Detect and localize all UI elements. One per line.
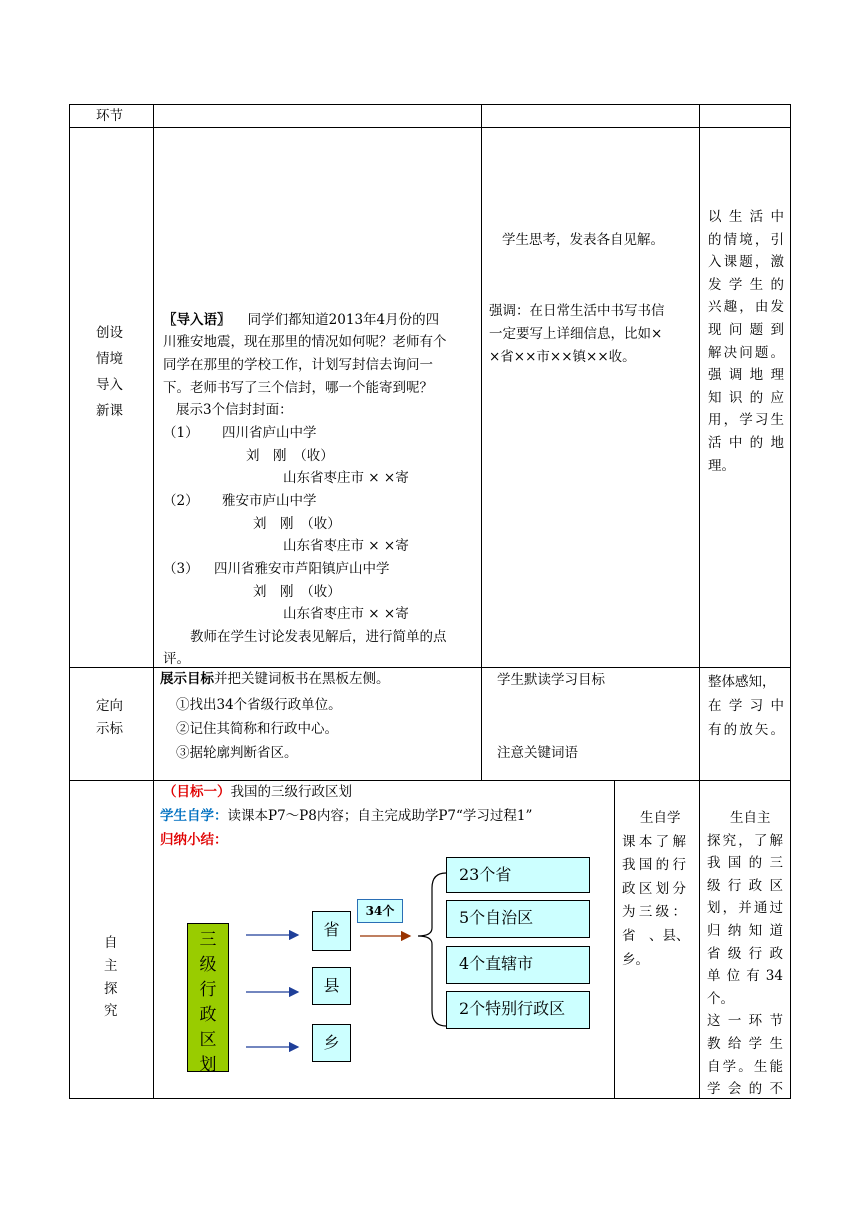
emphasis-line-2: 一定要写上详细信息，比如× xyxy=(489,326,663,342)
intro-text: 同学们都知道2013年4月份的四 xyxy=(247,312,440,328)
envelope-sender: 山东省枣庄市 × ×寄 xyxy=(283,606,409,622)
province-category-box: 2个特别行政区 xyxy=(446,991,590,1029)
column-text-line: 单位有34 xyxy=(707,968,783,985)
self-study-label: 学生自学： xyxy=(160,808,228,824)
column-text-line: 学会的不 xyxy=(707,1081,783,1098)
column-text-line: 自学。生能 xyxy=(707,1058,783,1075)
diagram-char: 行 xyxy=(199,980,217,1000)
intro-line-2: 川雅安地震，现在那里的情况如何呢？老师有个 xyxy=(163,334,447,350)
stage-label-line: 自 xyxy=(104,935,118,951)
column-text-line: 理。 xyxy=(708,457,735,474)
emphasis-line-3: ×省××市××镇××收。 xyxy=(489,349,636,365)
envelope-recipient: 刘 刚 （收） xyxy=(253,584,341,600)
column-text-line: 在学习中 xyxy=(708,698,784,714)
stage-label-line: 新课 xyxy=(96,403,123,419)
goal-item: ②记住其简称和行政中心。 xyxy=(176,721,338,737)
envelope-number: （3） xyxy=(163,561,199,577)
column-text-line: 用，学习生 xyxy=(708,412,784,429)
diagram-char: 区 xyxy=(199,1030,217,1050)
column-text-line: 个。 xyxy=(707,990,734,1007)
stage-label-line: 创设 xyxy=(96,325,123,341)
curly-brace-icon xyxy=(418,873,446,1026)
envelope-address: 四川省庐山中学 xyxy=(222,425,317,441)
goal-item: ③据轮廓判断省区。 xyxy=(176,745,298,761)
envelope-address: 四川省雅安市芦阳镇庐山中学 xyxy=(214,561,390,577)
province-category-box: 5个自治区 xyxy=(446,900,590,938)
envelope-number: （1） xyxy=(163,425,199,441)
goal-heading-bold: 展示目标 xyxy=(160,671,214,687)
student-activity: 注意关键词语 xyxy=(497,745,578,761)
envelope-sender: 山东省枣庄市 × ×寄 xyxy=(283,538,409,554)
column-text-line: 省级行政 xyxy=(707,945,783,962)
count-badge: 34个 xyxy=(357,899,403,923)
column-text-line: 这一环节 xyxy=(707,1013,783,1030)
target-label: （目标一） xyxy=(163,784,231,800)
stage-label-line: 定向 xyxy=(96,698,123,714)
province-category-box: 23个省 xyxy=(446,857,590,893)
column-text-line: 知识的应 xyxy=(708,389,784,406)
goal-item: ①找出34个省级行政单位。 xyxy=(176,697,342,713)
diagram-char: 政 xyxy=(199,1005,217,1025)
column-text-line: 乡。 xyxy=(622,951,649,968)
level-province-box: 省 xyxy=(312,911,351,951)
student-activity: 学生思考，发表各自见解。 xyxy=(502,232,664,248)
intro-line-3: 同学在那里的学校工作，计划写封信去询问一 xyxy=(163,357,433,373)
goal-heading-rest: 并把关键词板书在黑板左侧。 xyxy=(214,671,390,687)
envelope-recipient: 刘 刚 （收） xyxy=(246,448,334,464)
column-text-line: 级行政区 xyxy=(707,877,783,894)
stage-label-line: 探 xyxy=(104,981,118,997)
self-study-text: 读课本P7～P8内容；自主完成助学P7“学习过程1” xyxy=(227,808,533,824)
column-text-line: 课本了解 xyxy=(622,833,686,850)
column-text-line: 解决问题。 xyxy=(708,344,784,361)
column-text-line: 发学生的 xyxy=(708,276,784,293)
column-text-line: 政区划分 xyxy=(622,880,686,897)
column-text-line: 我国的行 xyxy=(622,857,686,874)
stage-label-line: 情境 xyxy=(96,351,123,367)
column-text-line: 的情境，引 xyxy=(708,231,784,248)
envelope-recipient: 刘 刚 （收） xyxy=(253,516,341,532)
column-text-line: 入课题，激 xyxy=(708,254,784,271)
column-text-line: 兴趣，由发 xyxy=(708,299,784,316)
column-text-line: 划，并通过 xyxy=(707,900,783,917)
column-text-line: 归纳知道 xyxy=(707,923,783,939)
header-stage-label: 环节 xyxy=(96,108,123,124)
envelope-number: （2） xyxy=(163,493,199,509)
stage-label-line: 导入 xyxy=(96,377,123,393)
column-text-line: 省 、县、 xyxy=(622,928,690,944)
column-text-line: 生自学 xyxy=(640,810,681,826)
column-text-line: 我国的三 xyxy=(707,855,783,872)
stage-label-line: 主 xyxy=(104,958,118,974)
stage-label-line: 究 xyxy=(104,1003,118,1019)
target-text: 我国的三级行政区划 xyxy=(230,784,352,800)
teacher-comment-line-1: 教师在学生讨论发表见解后，进行简单的点 xyxy=(190,629,447,645)
student-activity: 学生默读学习目标 xyxy=(497,672,605,688)
column-text-line: 整体感知， xyxy=(708,674,776,690)
diagram-char: 三 xyxy=(199,930,217,950)
envelope-sender: 山东省枣庄市 × ×寄 xyxy=(283,470,409,486)
show-envelopes-text: 展示3个信封封面： xyxy=(176,402,293,418)
column-text-line: 有的放矢。 xyxy=(708,722,784,738)
envelope-address: 雅安市庐山中学 xyxy=(222,493,317,509)
column-text-line: 活中的地 xyxy=(708,435,784,451)
column-text-line: 教给学生 xyxy=(707,1036,783,1052)
level-county-box: 县 xyxy=(312,967,351,1005)
province-category-box: 4个直辖市 xyxy=(446,946,590,984)
column-text-line: 强调地理 xyxy=(708,367,784,384)
column-text-line: 探究，了解 xyxy=(707,832,783,849)
level-township-box: 乡 xyxy=(312,1024,351,1062)
diagram-char: 级 xyxy=(199,955,217,975)
column-text-line: 以生活中 xyxy=(708,209,784,225)
column-text-line: 为三级： xyxy=(622,904,686,921)
column-text-line: 现问题到 xyxy=(708,322,784,338)
emphasis-line-1: 强调：在日常生活中书写书信 xyxy=(489,303,665,319)
summary-label: 归纳小结： xyxy=(160,832,228,848)
stage-label-line: 示标 xyxy=(96,721,123,737)
teacher-comment-line-2: 评。 xyxy=(163,651,190,667)
intro-line-4: 下。老师书写了三个信封，哪一个能寄到呢？ xyxy=(163,380,433,396)
column-text-line: 生自主 xyxy=(730,810,771,826)
diagram-char: 划 xyxy=(199,1055,217,1075)
intro-label: 〖导入语〗 xyxy=(163,312,231,328)
